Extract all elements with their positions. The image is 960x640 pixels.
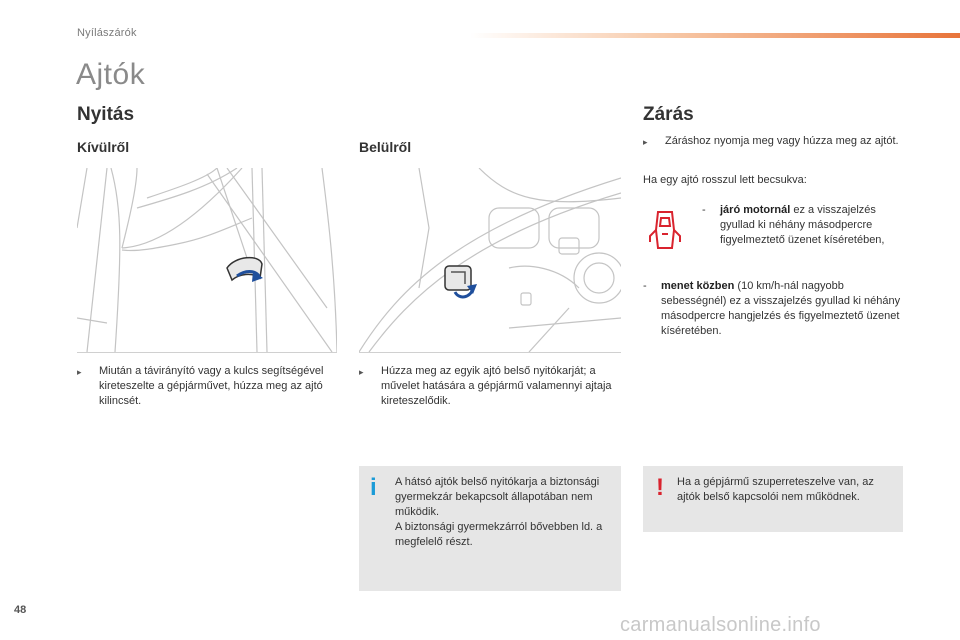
triangle-bullet-icon: ▸: [359, 367, 364, 377]
warning-icon: !: [656, 474, 664, 501]
info-note: [359, 466, 621, 591]
outside-instruction: [77, 364, 337, 409]
watermark: carmanualsonline.info: [620, 614, 821, 636]
closing-intro: Ha egy ajtó rosszul lett becsukva:: [643, 174, 807, 186]
engine-running-text: ez a visszajelzés gyullad ki néhány másodpercre figyelmeztető üzenet kíséretében,: [720, 204, 885, 246]
info-note-text-1: A hátsó ajtók belső nyitókarja a biztonsági gyermekzár bekapcsolt állapotában nem működik.: [395, 476, 600, 518]
while-driving-label: menet közben: [661, 280, 735, 292]
inside-instruction-text: Húzza meg az egyik ajtó belső nyitókarját; a művelet hatására a gépjármű valamennyi ajtaja kireteszelődik.: [381, 365, 612, 407]
engine-running-item: [702, 203, 902, 248]
page-title: Ajtók: [76, 58, 146, 91]
exterior-door-illustration: [77, 168, 337, 353]
page-number: 48: [14, 604, 27, 616]
engine-running-label: járó motornál: [720, 204, 791, 216]
door-open-warning-lamp-icon: [648, 210, 682, 250]
outside-instruction-text: Miután a távirányító vagy a kulcs segítségével kireteszelte a gépjárművet, húzza meg az ajtó kilincsét.: [99, 365, 324, 407]
dash-marker: -: [643, 280, 647, 292]
triangle-bullet-icon: ▸: [643, 137, 648, 147]
dash-marker: -: [702, 204, 706, 216]
section-header: Nyílászárók: [77, 27, 137, 39]
interior-door-illustration: [359, 168, 621, 353]
opening-heading: Nyitás: [77, 104, 135, 125]
inside-instruction: [359, 364, 621, 409]
closing-instruction-text: Záráshoz nyomja meg vagy húzza meg az ajtót.: [665, 135, 899, 147]
inside-heading: Belülről: [359, 139, 412, 155]
door-lever-icon: [445, 266, 477, 297]
info-icon: i: [370, 474, 377, 501]
closing-heading: Zárás: [643, 104, 694, 125]
warning-note: [643, 466, 903, 532]
header-accent-bar: [470, 33, 960, 38]
door-handle-icon: [227, 258, 263, 282]
info-note-text-2: A biztonsági gyermekzárról bővebben ld. a megfelelő részt.: [395, 521, 603, 548]
while-driving-item: [643, 279, 903, 339]
triangle-bullet-icon: ▸: [77, 367, 82, 377]
warning-note-text: Ha a gépjármű szuperreteszelve van, az ajtók belső kapcsolói nem működnek.: [677, 476, 874, 503]
outside-heading: Kívülről: [77, 139, 130, 155]
closing-instruction: [643, 134, 903, 150]
while-driving-text: (10 km/h-nál nagyobb sebességnél) ez a visszajelzés gyullad ki néhány másodpercre hangjelzés és figyelmeztető üzenet kíséretében.: [661, 280, 901, 337]
